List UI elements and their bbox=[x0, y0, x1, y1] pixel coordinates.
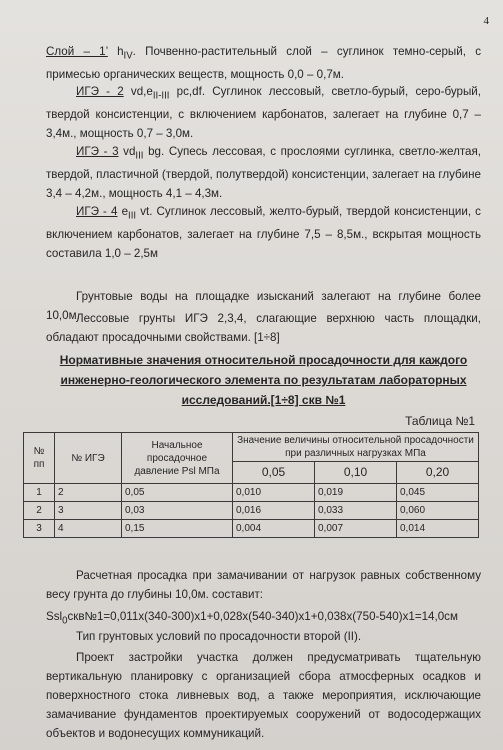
load-2: 0,10 bbox=[315, 462, 397, 484]
row-2-ige: 3 bbox=[55, 502, 122, 520]
header-ige: № ИГЭ bbox=[55, 433, 122, 484]
row-1-number: 1 bbox=[24, 484, 55, 502]
layer-2-paragraph bbox=[46, 82, 481, 143]
layer-4-paragraph bbox=[46, 202, 481, 263]
subsidence-table bbox=[23, 432, 479, 538]
layer-1-code-sub: IV bbox=[123, 50, 133, 62]
formula-symbol: Ssl bbox=[46, 610, 63, 623]
table-row bbox=[24, 484, 479, 502]
row-3-pressure: 0,15 bbox=[122, 520, 233, 538]
layer-1-code: h bbox=[117, 45, 124, 58]
row-3-value-2: 0,007 bbox=[315, 520, 397, 538]
soil-type-paragraph: Тип грунтовых условий по просадочности второй (II). bbox=[76, 630, 362, 643]
header-pressure: Начальное просадочное давление Psl МПа bbox=[122, 433, 233, 484]
row-1-pressure: 0,05 bbox=[122, 484, 233, 502]
table-heading: Нормативные значения относительной просадочности для каждого инженерно-геологического элемента по результатам лабораторных исследований.[1÷8] скв №1 bbox=[59, 353, 468, 407]
row-1-value-1: 0,010 bbox=[233, 484, 315, 502]
layer-1-text: . Почвенно-растительный слой – суглинок темно-серый, с примесью органических веществ, мощность 0,0 – 0,7м. bbox=[46, 45, 481, 82]
formula-subscript: 0 bbox=[62, 615, 68, 627]
layer-1-paragraph bbox=[46, 42, 481, 84]
row-3-ige: 4 bbox=[55, 520, 122, 538]
table-row bbox=[24, 520, 479, 538]
layer-4-text: vt. Суглинок лессовый, желто-бурый, твердой консистенции, с включением карбонатов, залегает на глубине 7,5 – 8,5м., вскрытая мощность составила 1,0 – 2,5м bbox=[46, 205, 481, 261]
row-2-number: 2 bbox=[24, 502, 55, 520]
row-1-ige: 2 bbox=[55, 484, 122, 502]
layer-3-code-sub: III bbox=[135, 150, 144, 162]
layer-3-text: bg. Супесь лессовая, с прослоями суглинка, светло-желтая, твердой, пластичной (твердой, полутвердой) консистенции, залегает на глубине 3,4 – 4,2м., мощность 4,1 – 4,3м. bbox=[46, 145, 481, 201]
row-1-value-2: 0,019 bbox=[315, 484, 397, 502]
layer-4-label: ИГЭ - 4 bbox=[76, 205, 118, 218]
row-2-value-1: 0,016 bbox=[233, 502, 315, 520]
row-1-value-3: 0,045 bbox=[397, 484, 479, 502]
row-3-value-3: 0,014 bbox=[397, 520, 479, 538]
load-3: 0,20 bbox=[397, 462, 479, 484]
page-number: 4 bbox=[483, 15, 489, 27]
table-caption: Таблица №1 bbox=[405, 414, 475, 428]
groundwater-paragraph: Грунтовые воды на площадке изысканий залегают на глубине более 10,0м. bbox=[46, 290, 481, 322]
layer-2-text: pc,df. Суглинок лессовый, светло-бурый, серо-бурый, твердой консистенции, с включением карбонатов, залегает на глубине 0,7 – 3,4м., мощность 0,7 – 3,0м. bbox=[46, 85, 481, 141]
row-2-value-2: 0,033 bbox=[315, 502, 397, 520]
layer-3-label: ИГЭ - 3 bbox=[76, 145, 119, 158]
table-row bbox=[24, 502, 479, 520]
formula-body: скв№1=0,011х(340-300)х1+0,028х(540-340)х1+0,038х(750-540)х1=14,0см bbox=[67, 610, 458, 623]
layer-3-paragraph bbox=[46, 142, 481, 203]
calc-intro-paragraph: Расчетная просадка при замачивании от нагрузок равных собственному весу грунта до глубины 10,0м. составит: bbox=[46, 569, 481, 601]
layer-2-code: vd,e bbox=[130, 85, 153, 98]
header-values: Значение величины относительной просадочности при различных нагрузках МПа bbox=[233, 433, 479, 462]
layer-2-label: ИГЭ - 2 bbox=[76, 85, 124, 98]
row-3-number: 3 bbox=[24, 520, 55, 538]
header-number: № пп bbox=[24, 433, 55, 484]
row-3-value-1: 0,004 bbox=[233, 520, 315, 538]
row-2-pressure: 0,03 bbox=[122, 502, 233, 520]
row-2-value-3: 0,060 bbox=[397, 502, 479, 520]
layer-4-code-sub: III bbox=[128, 210, 137, 222]
layer-1-label: Слой – 1’ bbox=[46, 45, 108, 58]
project-paragraph: Проект застройки участка должен предусматривать тщательную вертикальную планировку с организацией сбора атмосферных осадков и поверхностного стока ливневых вод, а также мероприятия, исключающие замачивание фундаментов проектируемых сооружений от водосодержащих объектов и водонесущих коммуникаций. bbox=[46, 651, 481, 740]
load-1: 0,05 bbox=[233, 462, 315, 484]
layer-4-code: e bbox=[121, 205, 129, 218]
layer-2-code-sub: II-III bbox=[152, 90, 170, 102]
loess-paragraph: Лессовые грунты ИГЭ 2,3,4, слагающие верхнюю часть площадки, обладают просадочными свойствами. [1÷8] bbox=[46, 312, 481, 344]
layer-3-code: vd bbox=[123, 145, 136, 158]
